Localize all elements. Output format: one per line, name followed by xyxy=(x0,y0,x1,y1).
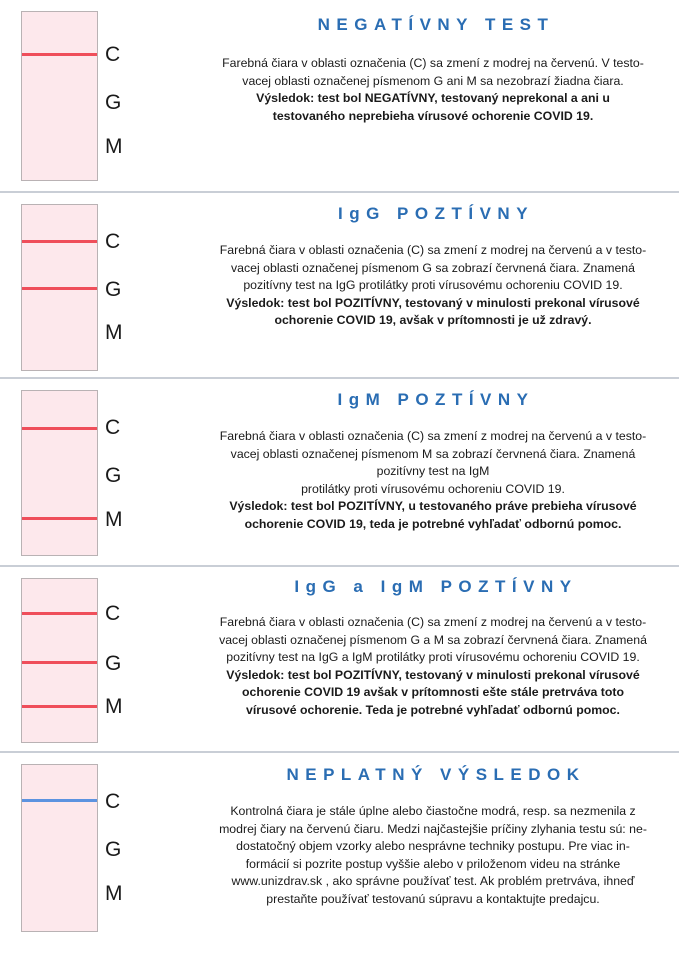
body-line: formácií si pozrite postup vyššie alebo v priloženom videu na stránke xyxy=(245,856,621,871)
body-line: protilátky proti vírusovému ochoreniu COVID 19. xyxy=(301,481,565,496)
body-line: www.unizdrav.sk , ako správne používať test. Ak problém pretrváva, ihneď xyxy=(231,874,635,889)
section-title: NEGATÍVNY TEST xyxy=(317,15,555,34)
section-title: IgG POZTÍVNY xyxy=(337,204,535,223)
test-strip xyxy=(21,390,98,556)
body-line: vacej oblasti označenej písmenom G a M sa zobrazí červnená čiara. Znamená xyxy=(219,632,647,647)
body-line: Farebná čiara v oblasti označenia (C) sa zmení z modrej na červenú a v testo- xyxy=(219,243,647,257)
label-m: M xyxy=(105,695,123,718)
igg-line xyxy=(22,287,97,290)
label-c: C xyxy=(105,230,121,253)
section-negative xyxy=(0,0,679,192)
result-line: testovaného neprebieha vírusové ochorenie COVID 19. xyxy=(272,108,594,123)
igg-line xyxy=(22,661,97,664)
label-g: G xyxy=(105,91,122,114)
body-line: Farebná čiara v oblasti označenia (C) sa zmení z modrej na červenú. V testo- xyxy=(222,56,644,70)
section-igm-positive xyxy=(0,379,679,565)
label-c: C xyxy=(105,416,121,439)
label-m: M xyxy=(105,508,123,531)
label-c: C xyxy=(105,43,121,66)
test-strip xyxy=(21,764,98,932)
body-line: pozitívny test na IgM xyxy=(376,464,490,479)
label-c: C xyxy=(105,790,121,813)
section-invalid xyxy=(0,753,679,960)
igm-line xyxy=(22,517,97,520)
control-line xyxy=(22,240,97,243)
section-body xyxy=(203,242,663,330)
control-line xyxy=(22,427,97,430)
section-body xyxy=(203,614,663,720)
test-strip xyxy=(21,578,98,743)
label-c: C xyxy=(105,602,121,625)
section-body xyxy=(203,803,663,909)
result-line: ochorenie COVID 19, avšak v prítomnosti je už zdravý. xyxy=(274,313,592,328)
label-g: G xyxy=(105,838,122,861)
test-strip xyxy=(21,204,98,371)
body-line: Farebná čiara v oblasti označenia (C) sa zmení z modrej na červenú a v testo- xyxy=(219,615,647,629)
section-body xyxy=(203,428,663,534)
result-line: ochorenie COVID 19 avšak v prítomnosti ešte stále pretrváva toto xyxy=(241,685,625,700)
control-line xyxy=(22,53,97,56)
label-m: M xyxy=(105,321,123,344)
control-line-blue xyxy=(22,799,97,802)
body-line: Farebná čiara v oblasti označenia (C) sa zmení z modrej na červenú a v testo- xyxy=(219,429,647,443)
igm-line xyxy=(22,705,97,708)
label-m: M xyxy=(105,135,123,158)
label-g: G xyxy=(105,652,122,675)
body-line: pozitívny test na IgG protilátky proti vírusovému ochoreniu COVID 19. xyxy=(243,278,623,293)
body-line: modrej čiary na červenú čiaru. Medzi najčastejšie príčiny zlyhania testu sú: ne- xyxy=(219,821,647,836)
result-line: Výsledok: test bol POZITÍVNY, testovaný v minulosti prekonal vírusové xyxy=(226,667,640,682)
section-title: NEPLATNÝ VÝSLEDOK xyxy=(286,765,586,784)
label-g: G xyxy=(105,278,122,301)
section-igg-igm-positive xyxy=(0,567,679,751)
body-line: vacej oblasti označenej písmenom G sa zobrazí červnená čiara. Znamená xyxy=(231,260,635,275)
body-line: vacej oblasti označenej písmenom M sa zobrazí červnená čiara. Znamená xyxy=(230,446,636,461)
body-line: vacej oblasti označenej písmenom G ani M sa nezobrazí žiadna čiara. xyxy=(242,73,624,88)
result-line: ochorenie COVID 19, teda je potrebné vyhľadať odbornú pomoc. xyxy=(244,516,622,531)
body-line: Kontrolná čiara je stále úplne alebo čiastočne modrá, resp. sa nezmenila z xyxy=(230,804,636,818)
label-g: G xyxy=(105,464,122,487)
result-line: vírusové ochorenie. Teda je potrebné vyhľadať odbornú pomoc. xyxy=(246,702,620,717)
body-line: pozitívny test na IgG a IgM protilátky proti vírusovému ochoreniu COVID 19. xyxy=(226,650,640,665)
section-body xyxy=(203,55,663,125)
result-line: Výsledok: test bol POZITÍVNY, testovaný v minulosti prekonal vírusové xyxy=(226,295,640,310)
control-line xyxy=(22,612,97,615)
result-line: Výsledok: test bol POZITÍVNY, u testovaného práve prebieha vírusové xyxy=(229,499,637,514)
label-m: M xyxy=(105,882,123,905)
body-line: dostatočný objem vzorky alebo nesprávne techniky postupu. Pre viac in- xyxy=(236,839,630,854)
section-title: IgM POZTÍVNY xyxy=(337,390,535,409)
section-title: IgG a IgM POZTÍVNY xyxy=(294,577,578,596)
result-line: Výsledok: test bol NEGATÍVNY, testovaný neprekonal a ani u xyxy=(256,91,610,106)
section-igg-positive xyxy=(0,193,679,377)
body-line: prestaňte používať testovanú súpravu a kontaktujte predajcu. xyxy=(266,891,600,906)
test-strip xyxy=(21,11,98,181)
